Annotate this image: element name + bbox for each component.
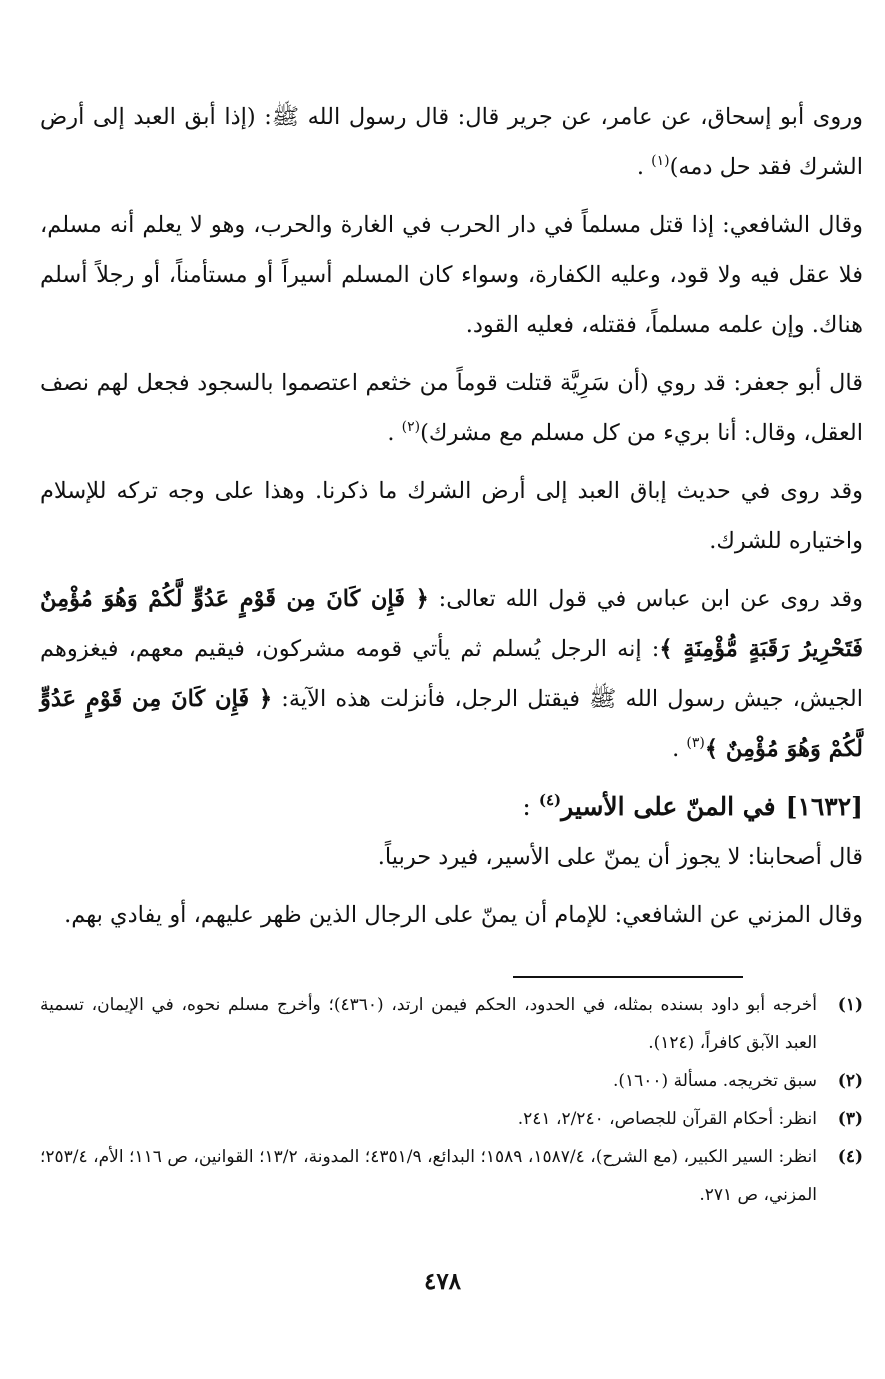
section-title: في المنّ على الأسير — [561, 792, 776, 821]
paragraph-1: وروى أبو إسحاق، عن عامر، عن جرير قال: قال رسول الله ﷺ: (إذا أبق العبد إلى أرض الشرك فقد حل دمه)$^{(١)}$ . — [40, 104, 863, 180]
quran-verse-2: ﴿ فَإِن كَانَ مِن قَوْمٍ عَدُوٍّ لَّكُمْ وَهُوَ مُؤْمِنٌ ﴾ — [40, 686, 863, 762]
quran-paragraph: وقد روى عن ابن عباس في قول الله تعالى: ﴿ فَإِن كَانَ مِن قَوْمٍ عَدُوٍّ لَّكُمْ وَهُوَ مُؤْمِنٌ فَتَحْرِيرُ رَقَبَةٍ مُّؤْمِنَةٍ ﴾: إنه الرجل يُسلم ثم يأتي قومه مشركون، فيقيم معهم، فيغزوهم الجيش، جيش رسول الله ﷺ فيقتل الرجل، فأنزلت هذه الآية: ﴿ فَإِن كَانَ مِن قَوْمٍ عَدُوٍّ لَّكُمْ وَهُوَ مُؤْمِنٌ ﴾$^{(٣)}$ . — [40, 586, 863, 762]
footnote-divider — [513, 976, 743, 978]
footnote-ref-2[interactable]: (٢) — [401, 419, 421, 435]
footnote-1: (١) أخرجه أبو داود بسنده بمثله، في الحدود، الحكم فيمن ارتد، (٤٣٦٠)؛ وأخرج مسلم نحوه، في الإيمان، تسمية العبد الآبق كافراً، (١٢٤). — [40, 995, 863, 1053]
paragraph-3: قال أبو جعفر: قد روي (أن سَرِيَّة قتلت قوماً من خثعم اعتصموا بالسجود فجعل لهم نصف العقل، وقال: أنا بريء من كل مسلم مع مشرك)$^{(٢)}$ . — [40, 370, 863, 446]
paragraph-2: وقال الشافعي: إذا قتل مسلماً في دار الحرب في الغارة والحرب، وهو لا يعلم أنه مسلم، فلا عقل فيه ولا قود، وعليه الكفارة، وسواء كان المسلم أسيراً أو مستأمناً، أو رجلاً أسلم هناك. وإن علمه مسلماً، فقتله، فعليه القود. — [40, 212, 863, 338]
footnote-ref-4[interactable]: (٤) — [538, 791, 562, 809]
footnote-4: (٤) انظر: السير الكبير، (مع الشرح)، ١٥٨٧/٤، ١٥٨٩؛ البدائع، ٤٣٥١/٩؛ المدونة، ١٣/٢؛ القوانين، ص ١١٦؛ الأم، ٢٥٣/٤؛ المزني، ص ٢٧١. — [40, 1147, 863, 1205]
section-heading: [١٦٣٢]في المنّ على الأسير$^{(٤)}$: — [522, 791, 863, 821]
section-paragraph-1: قال أصحابنا: لا يجوز أن يمنّ على الأسير، فيرد حربياً. — [377, 844, 863, 870]
section-paragraph-2: وقال المزني عن الشافعي: للإمام أن يمنّ على الرجال الذين ظهر عليهم، أو يفادي بهم. — [64, 902, 863, 928]
quran-verse-1: ﴿ فَإِن كَانَ مِن قَوْمٍ عَدُوٍّ لَّكُمْ وَهُوَ مُؤْمِنٌ فَتَحْرِيرُ رَقَبَةٍ مُّؤْمِنَةٍ ﴾ — [40, 586, 863, 662]
footnote-ref-3[interactable]: (٣) — [686, 735, 705, 751]
paragraph-4: وقد روى في حديث إباق العبد إلى أرض الشرك ما ذكرنا. وهذا على وجه تركه للإسلام واختياره للشرك. — [40, 478, 863, 554]
section-number: [١٦٣٢] — [785, 792, 863, 821]
footnote-3: (٣) انظر: أحكام القرآن للجصاص، ٢/٢٤٠، ٢٤١. — [517, 1109, 863, 1129]
footnote-2: (٢) سبق تخريجه. مسألة (١٦٠٠). — [612, 1071, 863, 1091]
footnote-ref-1[interactable]: (١) — [651, 153, 670, 169]
page-number: ٤٧٨ — [423, 1268, 462, 1295]
